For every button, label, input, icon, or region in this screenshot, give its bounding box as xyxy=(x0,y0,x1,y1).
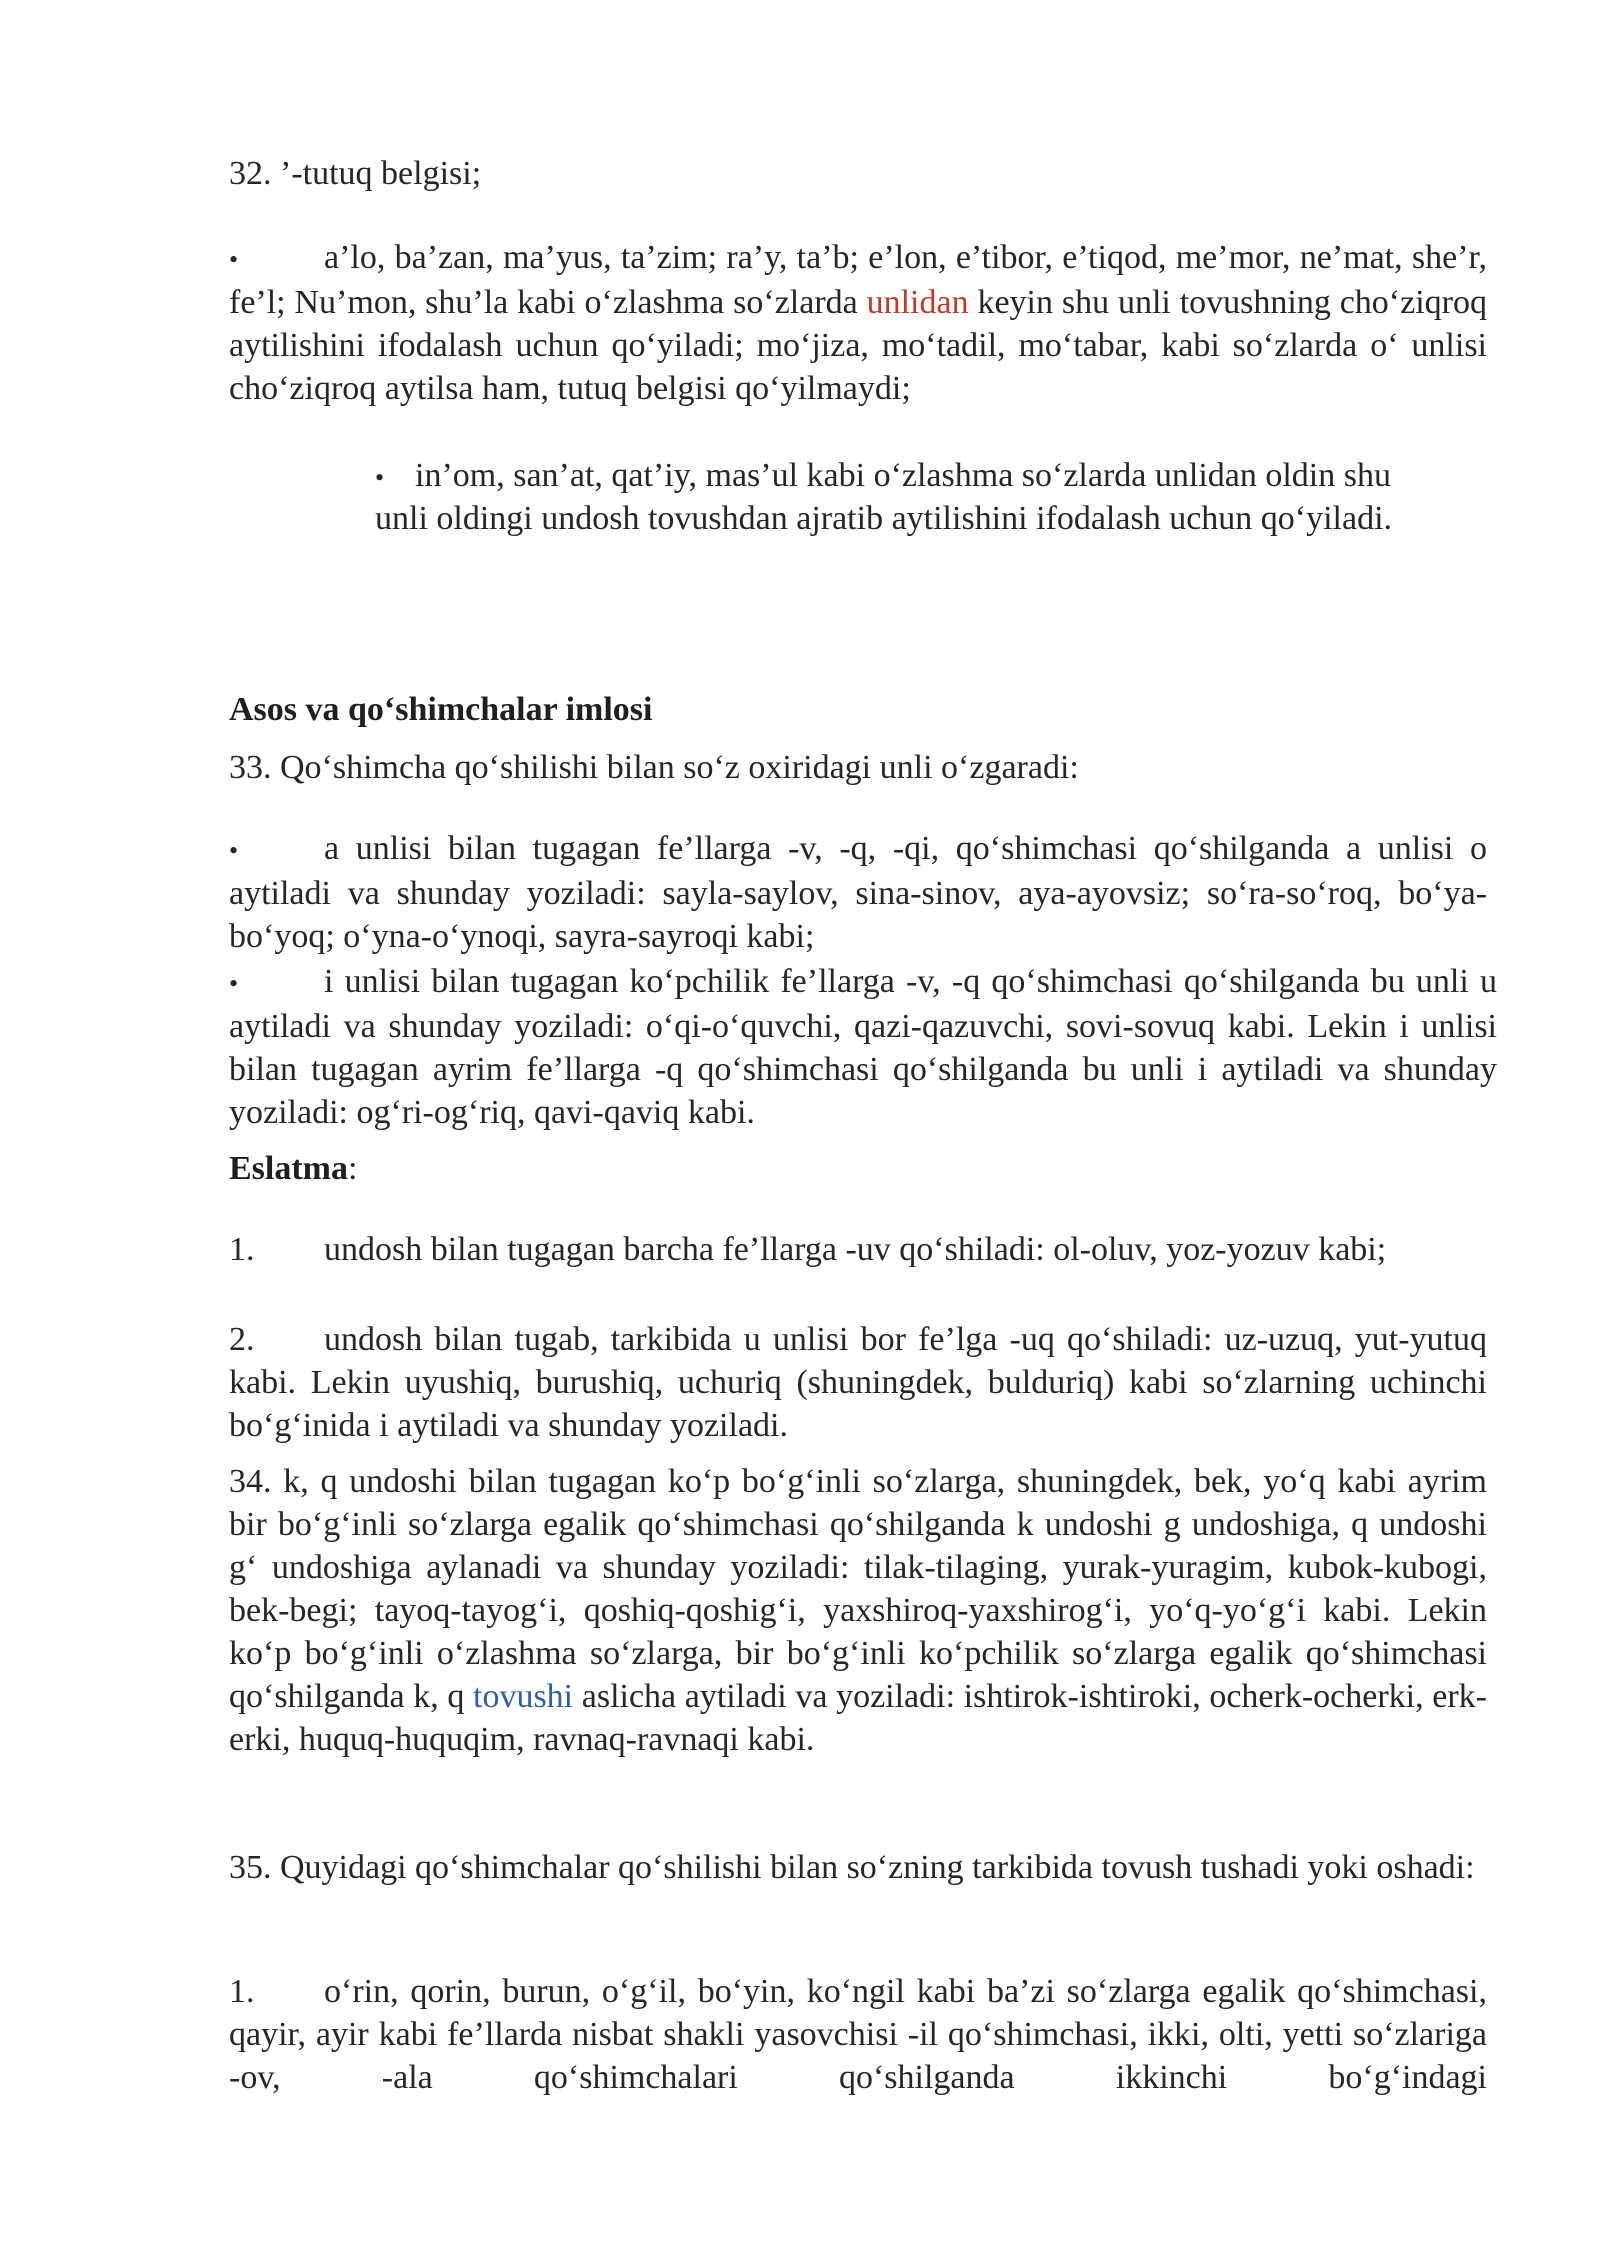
paragraph-34 xyxy=(229,1460,1487,1761)
bullet-32-1-text-a: a’lo, ba’zan, ma’yus, ta’zim; ra’y, ta’b; e’lon, e’tibor, e’tiqod, me’mor, ne’mat, she’r, fe’l; Nu’mon, shu’la kabi o‘zlashma so‘zlarda xyxy=(229,239,1487,321)
bullet-icon xyxy=(375,454,415,499)
note-item-2-text: undosh bilan tugab, tarkibida u unlisi bor fe’lga -uq qo‘shiladi: uz-uzuq, yut-yutuq kabi. Lekin uyushiq, burushiq, uchuriq (shuningdek, bulduriq) kabi so‘zlarning uchinchi bo‘g‘inida i aytiladi va shunday yoziladi. xyxy=(229,1321,1487,1444)
note-item-1-number: 1. xyxy=(229,1231,255,1268)
paragraph-34-text-b: aslicha aytiladi va yoziladi: ishtirok-ishtiroki, ocherk-ocherki, erk-erki, huquq-huquqim, ravnaq-ravnaqi kabi. xyxy=(229,1678,1487,1758)
bullet-32-1 xyxy=(229,236,1487,410)
bullet-33-1-text: a unlisi bilan tugagan fe’llarga -v, -q, -qi, qo‘shimchasi qo‘shilganda a unlisi o aytiladi va shunday yoziladi: sayla-saylov, sina-sinov, aya-ayovsiz; so‘ra-so‘roq, bo‘ya-bo‘yoq; o‘yna-o‘ynoqi, sayra-sayroqi kabi; xyxy=(229,830,1487,955)
section-title: Asos va qo‘shimchalar imlosi xyxy=(229,691,653,728)
list-item-35-1-number: 1. xyxy=(229,1973,255,2010)
bullet-33-1 xyxy=(229,827,1487,958)
bullet-32-2-first-line xyxy=(375,454,1505,499)
note-item-2-number: 2. xyxy=(229,1321,255,1358)
bullet-icon xyxy=(229,960,324,1005)
bullet-33-2-text: i unlisi bilan tugagan ko‘pchilik fe’llarga -v, -q qo‘shimchasi qo‘shilganda bu unli u aytiladi va shunday yoziladi: o‘qi-o‘quvchi, qazi-qazuvchi, sovi-sovuq kabi. Lekin i unlisi bilan tugagan ayrim fe’llarga -q qo‘shimchasi qo‘shilganda bu unli i aytiladi va shunday yoziladi: og‘ri-og‘riq, qavi-qaviq kabi. xyxy=(229,963,1497,1131)
bullet-32-1-text-b: keyin shu unli tovushning cho‘ziqroq aytilishini ifodalash uchun qo‘yiladi; mo‘jiza, mo‘tadil, mo‘tabar, kabi so‘zlarda o‘ unlisi cho‘ziqroq aytilsa ham, tutuq belgisi qo‘yilmaydi; xyxy=(229,284,1487,407)
note-item-1-text: undosh bilan tugagan barcha fe’llarga -uv qo‘shiladi: ol-oluv, yoz-yozuv kabi; xyxy=(324,1231,1387,1268)
paragraph-32-heading: 32. ’-tutuq belgisi; xyxy=(229,155,482,192)
bullet-icon xyxy=(229,236,324,281)
bullet-33-2 xyxy=(229,960,1497,1134)
bullet-32-2-rest: unli oldingi undosh tovushdan ajratib aytilishini ifodalash uchun qo‘yiladi. xyxy=(375,500,1393,537)
bullet-32-2-text-first: in’om, san’at, qat’iy, mas’ul kabi o‘zlashma so‘zlarda unlidan oldin shu xyxy=(415,457,1391,494)
link-tovushi[interactable]: tovushi xyxy=(473,1678,574,1715)
list-item-35-1-text: o‘rin, qorin, burun, o‘g‘il, bo‘yin, ko‘ngil kabi ba’zi so‘zlarga egalik qo‘shimchasi, qayir, ayir kabi fe’llarda nisbat shakli yasovchisi -il qo‘shimchasi, ikki, olti, yetti so‘zlariga -ov, -ala qo‘shimchalari qo‘shilganda ikkinchi bo‘g‘indagi xyxy=(229,1973,1487,2096)
paragraph-34-text-a: 34. k, q undoshi bilan tugagan ko‘p bo‘g‘inli so‘zlarga, shuningdek, bek, yo‘q kabi ayrim bir bo‘g‘inli so‘zlarga egalik qo‘shimchasi qo‘shilganda k undoshi g undoshiga, q undoshi g‘ undoshiga aylanadi va shunday yoziladi: tilak-tilaging, yurak-yuragim, kubok-kubogi, bek-begi; tayoq-tayog‘i, qoshiq-qoshig‘i, yaxshiroq-yaxshirog‘i, yo‘q-yo‘g‘i kabi. Lekin ko‘p bo‘g‘inli o‘zlashma so‘zlarga, bir bo‘g‘inli ko‘pchilik so‘zlarga egalik qo‘shimchasi qo‘shilganda k, q xyxy=(229,1463,1487,1715)
note-item-2 xyxy=(229,1318,1487,1447)
paragraph-33-heading: 33. Qo‘shimcha qo‘shilishi bilan so‘z oxiridagi unli o‘zgaradi: xyxy=(229,749,1079,786)
link-unlidan[interactable]: unlidan xyxy=(866,284,969,321)
note-item-1 xyxy=(229,1228,1487,1271)
list-item-35-1 xyxy=(229,1970,1487,2099)
note-label: Eslatma xyxy=(229,1150,348,1187)
note-label-line xyxy=(229,1147,1487,1190)
bullet-icon xyxy=(229,827,324,872)
paragraph-35-heading: 35. Quyidagi qo‘shimchalar qo‘shilishi bilan so‘zning tarkibida tovush tushadi yoki oshadi: xyxy=(229,1849,1475,1886)
note-colon: : xyxy=(348,1150,358,1187)
